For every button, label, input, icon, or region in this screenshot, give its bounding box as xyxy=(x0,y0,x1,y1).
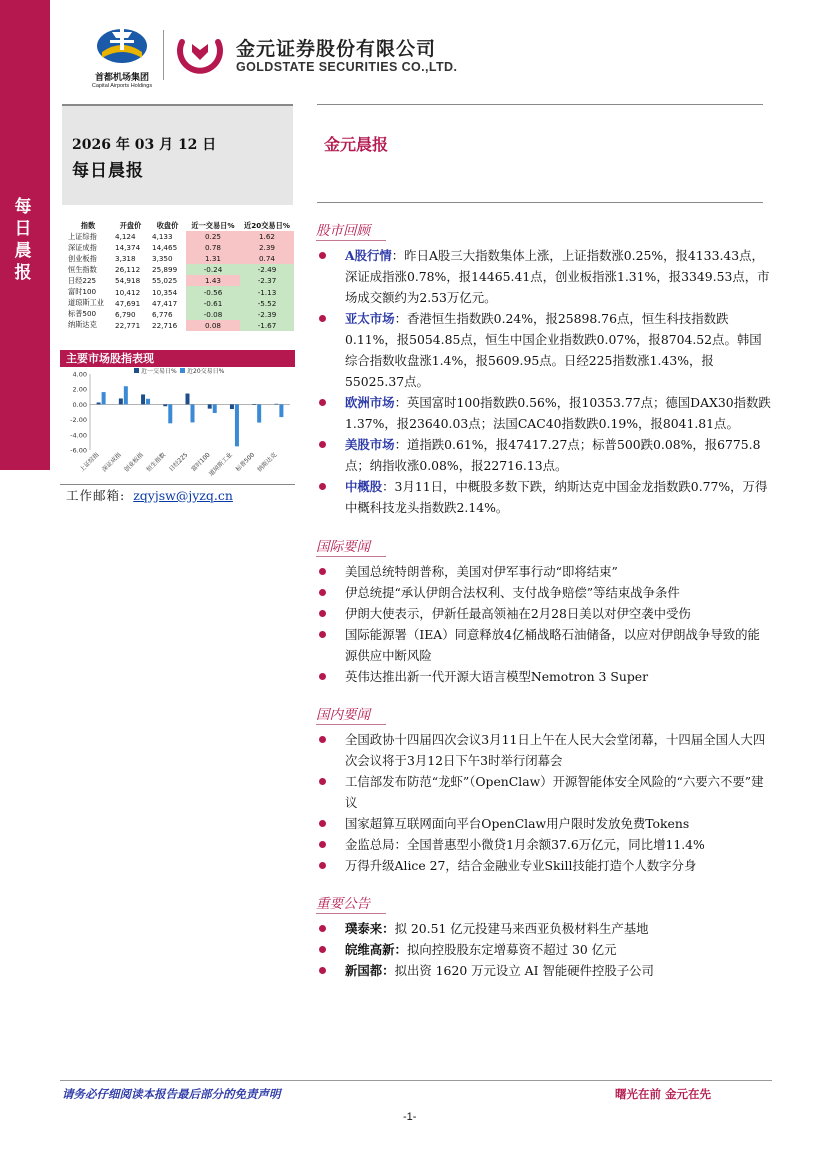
item-text: 拟 20.51 亿元投建马来西亚负极材料生产基地 xyxy=(394,921,649,936)
table-cell-close: 22,716 xyxy=(152,320,178,330)
list-item: 伊总统提“承认伊朗合法权利、支付战争赔偿”等结束战争条件 xyxy=(316,582,772,603)
list-item: 伊朗大使表示，伊新任最高领袖在2月28日美以对伊空袭中受伤 xyxy=(316,603,772,624)
list-item xyxy=(316,245,772,308)
x-tick-label: 标普500 xyxy=(234,451,257,473)
list-item: 英伟达推出新一代开源大语言模型Nemotron 3 Super xyxy=(316,666,772,687)
table-cell-name: 标普500 xyxy=(68,309,97,319)
table-cell-d1: -0.24 xyxy=(186,264,240,275)
table-cell-d20: -1.13 xyxy=(240,286,294,297)
column-header: 指数 xyxy=(80,220,96,230)
item-keyword: 璞泰来： xyxy=(345,921,395,936)
section-title-market: 股市回顾 xyxy=(316,219,386,241)
table-cell-open: 6,790 xyxy=(115,309,136,319)
bar-d20 xyxy=(124,386,128,404)
list-item: 国际能源署（IEA）同意释放4亿桶战略石油储备，以应对伊朗战争导致的能源供应中断风险 xyxy=(316,624,772,666)
y-tick-label: -2.00 xyxy=(70,416,87,425)
side-title: 每日晨报 xyxy=(14,197,32,283)
table-cell-open: 3,318 xyxy=(115,254,136,264)
bar-d1 xyxy=(186,394,190,405)
column-header: 近20交易日% xyxy=(244,220,290,230)
capital-airports-logo xyxy=(82,24,162,89)
table-cell-name: 纳斯达克 xyxy=(68,320,97,330)
bar-d1 xyxy=(119,398,123,404)
table-row xyxy=(64,275,294,286)
table-cell-close: 14,465 xyxy=(152,243,178,253)
item-text: ：道指跌0.61%，报47417.27点；标普500跌0.08%，报6775.8点；纳指收涨0.08%，报22716.13点。 xyxy=(345,437,761,473)
table-cell-name: 创业板指 xyxy=(68,253,97,263)
index-table xyxy=(64,220,294,331)
page-number: -1- xyxy=(403,1111,417,1123)
table-cell-d20: -2.39 xyxy=(240,309,294,320)
table-cell-d20: 0.74 xyxy=(240,253,294,264)
bar-d1 xyxy=(208,404,212,408)
bar-d20 xyxy=(235,404,239,446)
table-cell-open: 54,918 xyxy=(115,276,141,286)
legend-swatch xyxy=(134,368,139,373)
item-text: ：香港恒生指数跌0.24%，报25898.76点，恒生科技指数跌0.11%，报5054.85点，恒生中国企业指数跌0.07%，报8704.52点。韩国综合指数收盘涨1.4%，报5609.95点。日经225指数涨1.43%，报55025.37点。 xyxy=(345,311,762,389)
section-title-notices: 重要公告 xyxy=(316,892,386,914)
item-keyword: 欧洲市场 xyxy=(345,395,395,410)
index-chart xyxy=(60,350,295,484)
table-cell-d1: 1.43 xyxy=(186,275,240,286)
item-text: ：3月11日，中概股多数下跌，纳斯达克中国金龙指数跌0.77%，万得中概科技龙头指数跌2.14%。 xyxy=(345,479,768,515)
table-cell-open: 22,771 xyxy=(115,320,141,330)
item-keyword: 亚太市场 xyxy=(345,311,395,326)
item-text: ：昨日A股三大指数集体上涨，上证指数涨0.25%，报4133.43点，深证成指涨0.78%，报14465.41点，创业板指涨1.31%，报3349.53点，市场成交额约为2.53万亿元。 xyxy=(345,248,770,305)
goldstate-logo xyxy=(174,30,458,86)
table-cell-d1: 0.08 xyxy=(186,320,240,331)
bar-d20 xyxy=(168,404,172,423)
bar-d20 xyxy=(191,404,195,422)
legend-label: 近一交易日% xyxy=(141,368,177,375)
table-cell-d1: -0.61 xyxy=(186,298,240,309)
bar-d20 xyxy=(102,392,106,404)
logo2-cn-name: 金元证券股份有限公司 xyxy=(236,38,437,60)
list-item xyxy=(316,476,772,518)
domestic-list xyxy=(316,729,772,876)
legend-label: 近20交易日% xyxy=(187,368,225,375)
footer-divider xyxy=(60,1080,772,1081)
list-item xyxy=(316,308,772,392)
section-title-domestic: 国内要闻 xyxy=(316,703,386,725)
y-tick-label: -6.00 xyxy=(70,446,87,455)
item-text: 拟出资 1620 万元设立 AI 智能硬件控股子公司 xyxy=(394,963,654,978)
bar-d20 xyxy=(257,404,261,422)
table-row xyxy=(64,309,294,320)
x-tick-label: 道琼斯工业 xyxy=(207,451,234,478)
table-cell-name: 道琼斯工业 xyxy=(68,298,104,308)
list-item xyxy=(316,918,772,939)
table-cell-open: 4,124 xyxy=(115,232,136,242)
table-row xyxy=(64,298,294,309)
table-cell-close: 10,354 xyxy=(152,287,178,297)
table-cell-name: 上证综指 xyxy=(68,231,97,241)
bar-d1 xyxy=(97,403,101,405)
footer-disclaimer: 请务必仔细阅读本报告最后部分的免责声明 xyxy=(62,1087,281,1101)
notices-list xyxy=(316,918,772,981)
table-cell-close: 47,417 xyxy=(152,298,178,308)
item-keyword: 皖维高新： xyxy=(345,942,407,957)
list-item xyxy=(316,392,772,434)
email-link[interactable]: zqyjsw@jyzq.cn xyxy=(133,488,233,503)
table-cell-d1: -0.08 xyxy=(186,309,240,320)
x-tick-label: 富时100 xyxy=(190,451,212,473)
table-cell-name: 日经225 xyxy=(68,275,97,285)
section-title-intl: 国际要闻 xyxy=(316,535,386,557)
table-cell-close: 25,899 xyxy=(152,265,178,275)
logo1-cn-name: 首都机场集团 xyxy=(94,73,149,83)
airport-emblem-icon xyxy=(96,24,148,64)
list-item: 万得升级Alice 27，结合金融业专业Skill技能打造个人数字分身 xyxy=(316,855,772,876)
main-heading: 金元晨报 xyxy=(324,135,389,154)
footer-slogan: 曙光在前 金元在先 xyxy=(615,1087,712,1101)
table-cell-name: 恒生指数 xyxy=(68,264,97,274)
bar-d20 xyxy=(213,404,217,413)
table-cell-d20: 2.39 xyxy=(240,242,294,253)
list-item: 金监总局：全国普惠型小微贷1月余额37.6万亿元，同比增11.4% xyxy=(316,834,772,855)
list-item: 全国政协十四届四次会议3月11日上午在人民大会堂闭幕，十四届全国人大四次会议将于3月12日下午3时举行闭幕会 xyxy=(316,729,772,771)
market-list xyxy=(316,245,772,518)
table-row xyxy=(64,286,294,297)
bar-d1 xyxy=(252,404,256,405)
chart-divider xyxy=(60,484,295,485)
table-cell-name: 深证成指 xyxy=(68,242,97,252)
table-cell-open: 14,374 xyxy=(115,243,141,253)
table-cell-d20: -2.49 xyxy=(240,264,294,275)
list-item: 国家超算互联网面向平台OpenClaw用户限时发放免费Tokens xyxy=(316,813,772,834)
table-row xyxy=(64,253,294,264)
x-tick-label: 纳斯达克 xyxy=(256,451,279,474)
table-row xyxy=(64,242,294,253)
logo1-en-name: Capital Airports Holdings xyxy=(91,83,153,89)
contact-email-row xyxy=(66,486,233,504)
table-cell-close: 6,776 xyxy=(152,309,173,319)
table-cell-d20: -5.52 xyxy=(240,298,294,309)
table-cell-d20: -2.37 xyxy=(240,275,294,286)
bar-d1 xyxy=(163,404,167,406)
table-cell-d1: 0.78 xyxy=(186,242,240,253)
x-tick-label: 上证综指 xyxy=(78,451,101,474)
bar-d1 xyxy=(141,394,145,404)
legend-swatch xyxy=(180,368,185,373)
item-keyword: A股行情 xyxy=(345,248,392,263)
email-label: 工作邮箱: xyxy=(66,488,126,503)
intl-list xyxy=(316,561,772,687)
table-cell-close: 4,133 xyxy=(152,232,173,242)
date-box xyxy=(62,104,293,205)
y-tick-label: -4.00 xyxy=(70,431,87,440)
list-item xyxy=(316,939,772,960)
bar-d1 xyxy=(274,404,278,405)
table-cell-name: 富时100 xyxy=(68,287,97,297)
table-cell-open: 26,112 xyxy=(115,265,141,275)
table-cell-d20: -1.67 xyxy=(240,320,294,331)
item-keyword: 中概股 xyxy=(345,479,383,494)
heading-divider xyxy=(317,202,763,203)
column-header: 近一交易日% xyxy=(191,220,235,230)
column-header: 收盘价 xyxy=(156,220,179,230)
table-cell-open: 47,691 xyxy=(115,298,141,308)
table-cell-d1: 0.25 xyxy=(186,231,240,242)
column-header: 开盘价 xyxy=(119,220,142,230)
item-keyword: 新国都： xyxy=(345,963,395,978)
list-item xyxy=(316,434,772,476)
table-row xyxy=(64,231,294,242)
table-row xyxy=(64,264,294,275)
table-cell-close: 55,025 xyxy=(152,276,178,286)
table-cell-open: 10,412 xyxy=(115,287,141,297)
x-tick-label: 恒生指数 xyxy=(145,451,168,474)
bar-d20 xyxy=(279,404,283,417)
y-tick-label: 0.00 xyxy=(72,400,87,409)
report-title: 每日晨报 xyxy=(72,161,144,181)
goldstate-emblem-icon xyxy=(174,30,226,82)
y-tick-label: 4.00 xyxy=(72,370,87,379)
y-tick-label: 2.00 xyxy=(72,385,87,394)
list-item: 工信部发布防范“龙虾”（OpenClaw）开源智能体安全风险的“六要六不要”建议 xyxy=(316,771,772,813)
chart-title: 主要市场股指表现 xyxy=(60,350,295,367)
item-text: 拟向控股股东定增募资不超过 30 亿元 xyxy=(406,942,617,957)
list-item xyxy=(316,960,772,981)
x-tick-label: 日经225 xyxy=(167,451,190,473)
top-divider xyxy=(317,104,763,105)
table-cell-d20: 1.62 xyxy=(240,231,294,242)
main-column xyxy=(316,219,772,981)
logo2-en-name: GOLDSTATE SECURITIES CO.,LTD. xyxy=(236,60,458,74)
table-cell-d1: 1.31 xyxy=(186,253,240,264)
logo-divider xyxy=(163,30,164,80)
report-date: 2026 年 03 月 12 日 xyxy=(72,137,217,153)
bar-d1 xyxy=(230,404,234,409)
list-item: 美国总统特朗普称，美国对伊军事行动“即将结束” xyxy=(316,561,772,582)
table-cell-close: 3,350 xyxy=(152,254,173,264)
x-tick-label: 深证成指 xyxy=(100,451,123,474)
chart-svg xyxy=(60,368,295,484)
item-text: ：英国富时100指数跌0.56%，报10353.77点；德国DAX30指数跌1.37%，报23640.03点；法国CAC40指数跌0.19%，报8041.81点。 xyxy=(345,395,771,431)
table-cell-d1: -0.56 xyxy=(186,286,240,297)
item-keyword: 美股市场 xyxy=(345,437,395,452)
table-row xyxy=(64,320,294,331)
x-tick-label: 创业板指 xyxy=(123,451,145,474)
bar-d20 xyxy=(146,399,150,405)
table-header-row xyxy=(64,220,294,231)
